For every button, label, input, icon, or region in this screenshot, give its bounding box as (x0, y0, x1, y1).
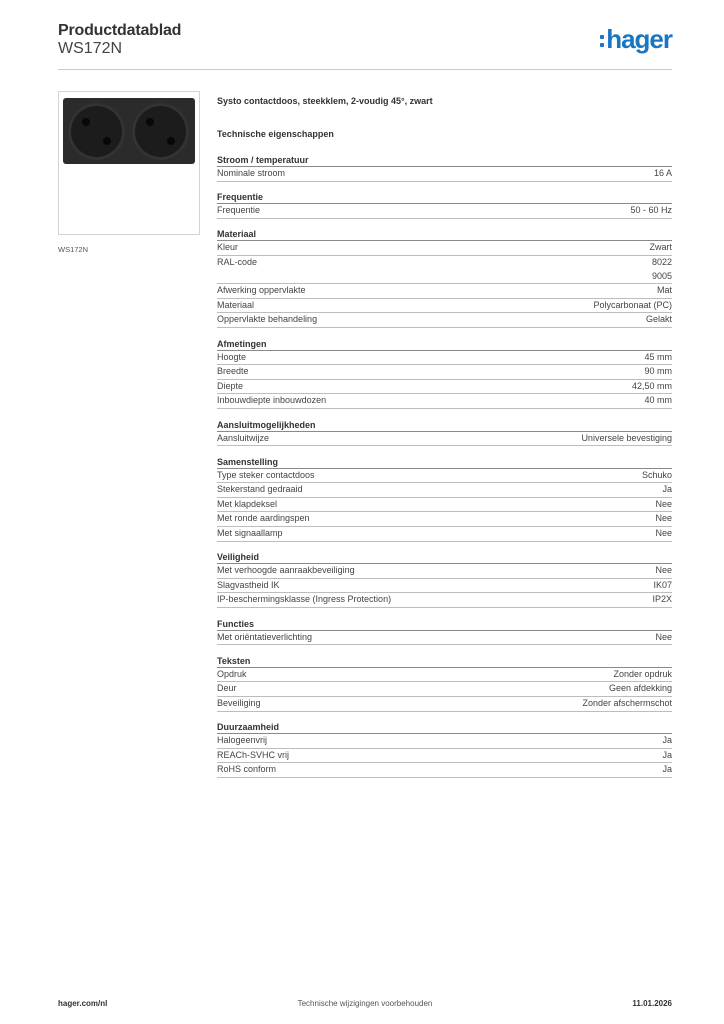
spec-value (582, 697, 672, 711)
spec-value-line: 45 mm (644, 351, 672, 362)
section-title: Functies (217, 618, 672, 631)
spec-row (217, 365, 672, 380)
spec-value-line: 40 mm (644, 395, 672, 406)
spec-section (217, 228, 672, 328)
spec-label: Diepte (217, 380, 244, 391)
spec-label: Breedte (217, 366, 249, 377)
spec-value (644, 351, 672, 365)
section-title: Duurzaamheid (217, 721, 672, 734)
spec-value-line: Ja (662, 764, 672, 775)
spec-section (217, 618, 672, 646)
spec-label: Materiaal (217, 299, 255, 310)
spec-label: Aansluitwijze (217, 432, 270, 443)
spec-row (217, 432, 672, 447)
spec-value (655, 564, 672, 578)
spec-label: Hoogte (217, 351, 247, 362)
spec-value-line: 50 - 60 Hz (630, 205, 672, 216)
spec-value-line: Ja (662, 749, 672, 760)
page-header (58, 20, 672, 70)
spec-label: Met signaallamp (217, 528, 283, 539)
spec-row (217, 394, 672, 409)
spec-row (217, 512, 672, 527)
spec-row (217, 299, 672, 314)
spec-value (655, 512, 672, 526)
spec-value-line: 90 mm (644, 366, 672, 377)
spec-label: Type steker contactdoos (217, 469, 315, 480)
footer-website[interactable]: hager.com/nl (58, 999, 108, 1008)
section-title: Teksten (217, 655, 672, 668)
spec-label: Met verhoogde aanraakbeveiliging (217, 565, 355, 576)
spec-content (217, 96, 672, 778)
spec-label: REACh-SVHC vrij (217, 749, 290, 760)
spec-value (657, 284, 672, 298)
section-title: Afmetingen (217, 338, 672, 351)
section-title: Samenstelling (217, 456, 672, 469)
spec-heading: Technische eigenschappen (217, 129, 334, 139)
product-code: WS172N (58, 40, 123, 57)
footer-disclaimer: Technische wijzigingen voorbehouden (297, 999, 433, 1008)
spec-value-line: Polycarbonaat (PC) (593, 299, 672, 310)
spec-value-line: Nee (655, 565, 672, 576)
spec-value-line: Nee (655, 498, 672, 509)
spec-value-line: 9005 (651, 270, 672, 281)
product-image-frame (58, 91, 200, 235)
spec-row (217, 351, 672, 366)
spec-section (217, 456, 672, 542)
spec-row (217, 313, 672, 328)
spec-label: IP-beschermingsklasse (Ingress Protection) (217, 594, 392, 605)
spec-value-line: 8022 (651, 256, 672, 267)
spec-section (217, 551, 672, 608)
spec-row (217, 697, 672, 712)
spec-label: RAL-code (217, 256, 258, 267)
spec-value-line: Geen afdekking (608, 683, 672, 694)
spec-row (217, 564, 672, 579)
spec-value (644, 365, 672, 379)
spec-value (642, 469, 672, 483)
spec-value (654, 167, 672, 181)
spec-value-line: Ja (662, 735, 672, 746)
spec-value-line: Universele bevestiging (581, 432, 672, 443)
spec-value (662, 749, 672, 763)
spec-row (217, 256, 672, 284)
spec-value (655, 498, 672, 512)
spec-section (217, 655, 672, 712)
spec-value-line: 16 A (653, 168, 672, 178)
spec-label: Deur (217, 683, 237, 694)
spec-label: Stekerstand gedraaid (217, 484, 303, 495)
spec-row (217, 380, 672, 395)
spec-value-line: Ja (662, 484, 672, 495)
spec-row (217, 734, 672, 749)
section-title: Stroom / temperatuur (217, 154, 672, 167)
spec-value (653, 579, 672, 593)
product-description: Systo contactdoos, steekklem, 2-voudig 45°, zwart (217, 96, 433, 106)
spec-section (217, 338, 672, 409)
spec-section (217, 419, 672, 447)
spec-row (217, 579, 672, 594)
spec-value (662, 763, 672, 777)
spec-value-line: 42,50 mm (631, 380, 672, 391)
spec-row (217, 167, 672, 182)
spec-value-line: Nee (655, 631, 672, 642)
spec-label: Opdruk (217, 668, 247, 679)
spec-label: Inbouwdiepte inbouwdozen (217, 395, 327, 406)
spec-label: Met klapdeksel (217, 498, 278, 509)
socket-left (68, 103, 125, 160)
spec-row (217, 483, 672, 498)
spec-row (217, 204, 672, 219)
product-image-caption: WS172N (58, 245, 89, 254)
spec-section (217, 721, 672, 778)
spec-row (217, 763, 672, 778)
spec-row (217, 527, 672, 542)
section-title: Materiaal (217, 228, 672, 241)
spec-value-line: Gelakt (645, 314, 672, 325)
spec-row (217, 241, 672, 256)
spec-row (217, 668, 672, 683)
spec-value (581, 432, 672, 446)
spec-row (217, 682, 672, 697)
spec-value (652, 256, 672, 283)
spec-label: Nominale stroom (217, 168, 286, 178)
spec-value (632, 380, 672, 394)
document-title: Productdatablad (58, 22, 182, 39)
spec-value-line: Nee (655, 513, 672, 524)
page-footer (58, 997, 672, 1011)
hager-logo (600, 26, 672, 52)
spec-label: Halogeenvrij (217, 735, 268, 746)
spec-value (630, 204, 672, 218)
spec-value-line: Zonder opdruk (613, 668, 672, 679)
spec-label: Afwerking oppervlakte (217, 285, 306, 296)
spec-section (217, 191, 672, 219)
socket-right (132, 103, 189, 160)
spec-row (217, 631, 672, 646)
spec-value (662, 734, 672, 748)
spec-value-line: Mat (656, 285, 672, 296)
section-title: Aansluitmogelijkheden (217, 419, 672, 432)
logo-dots-icon (600, 35, 604, 47)
spec-row (217, 469, 672, 484)
spec-value (644, 394, 672, 408)
spec-value-line: IK07 (653, 579, 672, 590)
spec-value-line: IP2X (652, 594, 672, 605)
spec-value (650, 241, 673, 255)
spec-label: Oppervlakte behandeling (217, 314, 318, 325)
spec-value (662, 483, 672, 497)
spec-value (613, 668, 672, 682)
spec-value (655, 631, 672, 645)
spec-value-line: Schuko (641, 469, 672, 480)
spec-label: Met ronde aardingspen (217, 513, 310, 524)
spec-label: Met oriëntatieverlichting (217, 631, 313, 642)
spec-value (609, 682, 672, 696)
spec-row (217, 593, 672, 608)
spec-value-line: Zonder afschermschot (582, 698, 672, 708)
logo-text: hager (606, 24, 672, 54)
section-title: Frequentie (217, 191, 672, 204)
spec-label: Kleur (217, 242, 239, 253)
spec-label: Slagvastheid IK (217, 579, 280, 590)
footer-date: 11.01.2026 (632, 999, 672, 1008)
spec-value-line: Zwart (649, 242, 672, 253)
spec-value (593, 299, 672, 313)
spec-label: Beveiliging (217, 698, 261, 708)
spec-section (217, 154, 672, 182)
socket-outlet-image (63, 98, 195, 164)
spec-label: Frequentie (217, 205, 261, 216)
spec-label: RoHS conform (217, 764, 277, 775)
spec-row (217, 749, 672, 764)
spec-row (217, 498, 672, 513)
spec-value (646, 313, 672, 327)
spec-value (655, 527, 672, 541)
spec-sections (217, 154, 672, 778)
spec-value (652, 593, 672, 607)
spec-row (217, 284, 672, 299)
spec-value-line: Nee (655, 528, 672, 539)
section-title: Veiligheid (217, 551, 672, 564)
